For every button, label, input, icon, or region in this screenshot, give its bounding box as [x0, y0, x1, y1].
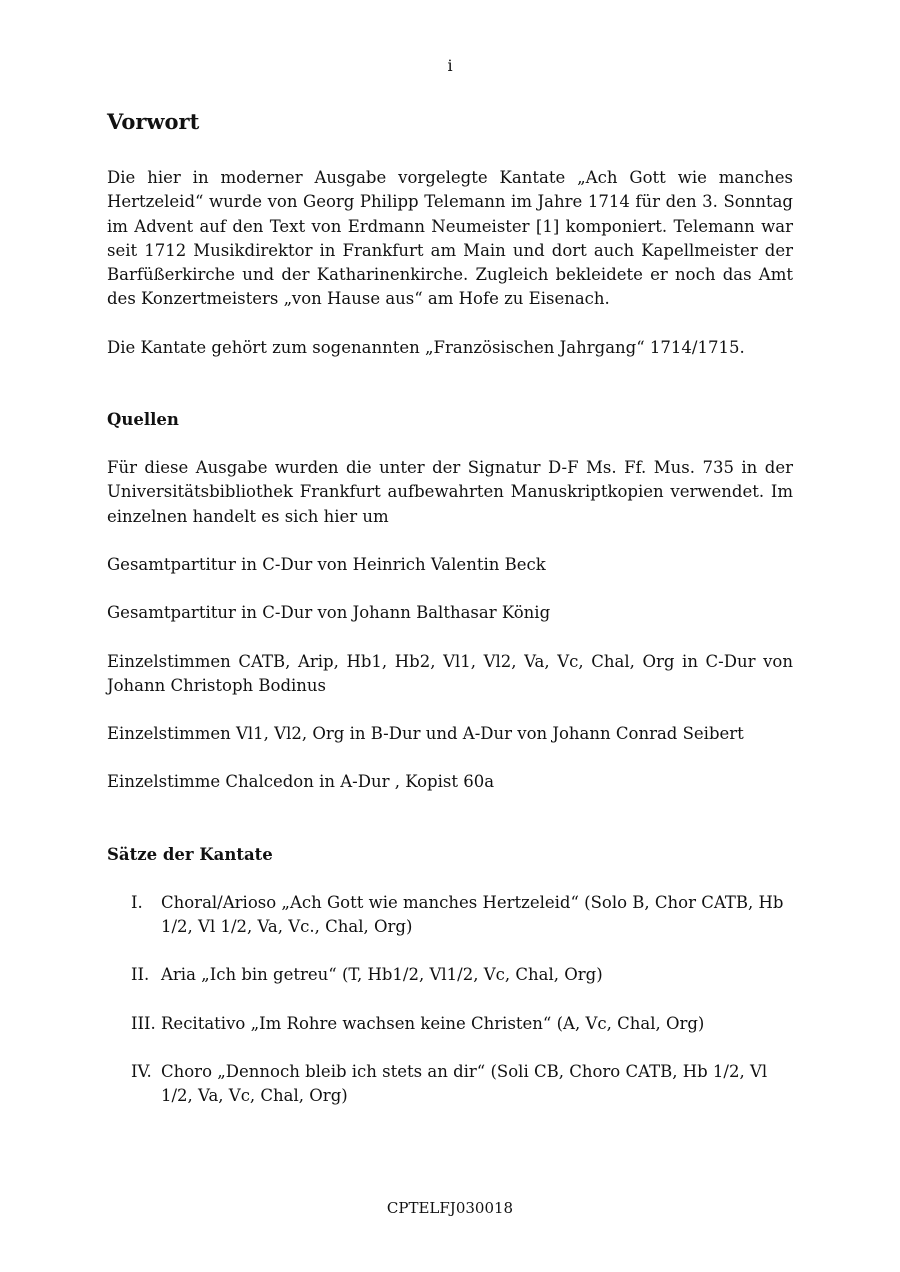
page-number: i	[447, 56, 453, 75]
sources-heading: Quellen	[107, 410, 179, 430]
movement-item	[107, 1012, 793, 1036]
footer-catalog-id: CPTELFJ030018	[386, 1199, 514, 1217]
movement-item	[107, 963, 793, 987]
movement-number: III.	[131, 1013, 156, 1033]
movement-text: Choral/Arioso „Ach Gott wie manches Hertzeleid“ (Solo B, Chor CATB, Hb 1/2, Vl 1/2, Va, Vc., Chal, Org)	[161, 892, 784, 937]
movement-text: Recitativo „Im Rohre wachsen keine Christen“ (A, Vc, Chal, Org)	[161, 1013, 705, 1033]
movement-number: I.	[131, 892, 143, 912]
sources-intro: Für diese Ausgabe wurden die unter der Signatur D-F Ms. Ff. Mus. 735 in der Universitätsbibliothek Frankfurt aufbewahrten Manuskriptkopien verwendet. Im einzelnen handelt es sich hier um	[107, 458, 793, 526]
movement-number: IV.	[131, 1061, 152, 1081]
page-content	[107, 108, 793, 1133]
source-item-3: Einzelstimmen CATB, Arip, Hb1, Hb2, Vl1, Vl2, Va, Vc, Chal, Org in C-Dur von Johann Christoph Bodinus	[107, 651, 793, 695]
movement-text: Aria „Ich bin getreu“ (T, Hb1/2, Vl1/2, Vc, Chal, Org)	[161, 965, 603, 985]
intro-paragraph-2: Die Kantate gehört zum sogenannten „Französischen Jahrgang“ 1714/1715.	[107, 337, 745, 357]
source-item-4: Einzelstimmen Vl1, Vl2, Org in B-Dur und A-Dur von Johann Conrad Seibert	[107, 724, 744, 744]
movement-number: II.	[131, 965, 150, 985]
movement-item	[107, 1060, 793, 1109]
source-item-5: Einzelstimme Chalcedon in A-Dur , Kopist 60a	[107, 772, 495, 792]
movements-list	[107, 891, 793, 1109]
page-title: Vorwort	[107, 109, 200, 134]
intro-paragraph-1: Die hier in moderner Ausgabe vorgelegte Kantate „Ach Gott wie manches Hertzeleid“ wurde von Georg Philipp Telemann im Jahre 1714 für den 3. Sonntag im Advent auf den Text von Erdmann Neumeister [1] komponiert. Telemann war seit 1712 Musikdirektor in Frankfurt am Main und dort auch Kapellmeister der Barfüßerkirche und der Katharinenkirche. Zugleich bekleidete er noch das Amt des Konzertmeisters „von Hause aus“ am Hofe zu Eisenach.	[107, 168, 793, 309]
source-item-2: Gesamtpartitur in C-Dur von Johann Balthasar König	[107, 603, 551, 623]
movement-item	[107, 891, 793, 940]
source-item-1: Gesamtpartitur in C-Dur von Heinrich Valentin Beck	[107, 554, 546, 574]
movements-heading: Sätze der Kantate	[107, 844, 273, 864]
movement-text: Choro „Dennoch bleib ich stets an dir“ (Soli CB, Choro CATB, Hb 1/2, Vl 1/2, Va, Vc, Chal, Org)	[161, 1061, 768, 1106]
